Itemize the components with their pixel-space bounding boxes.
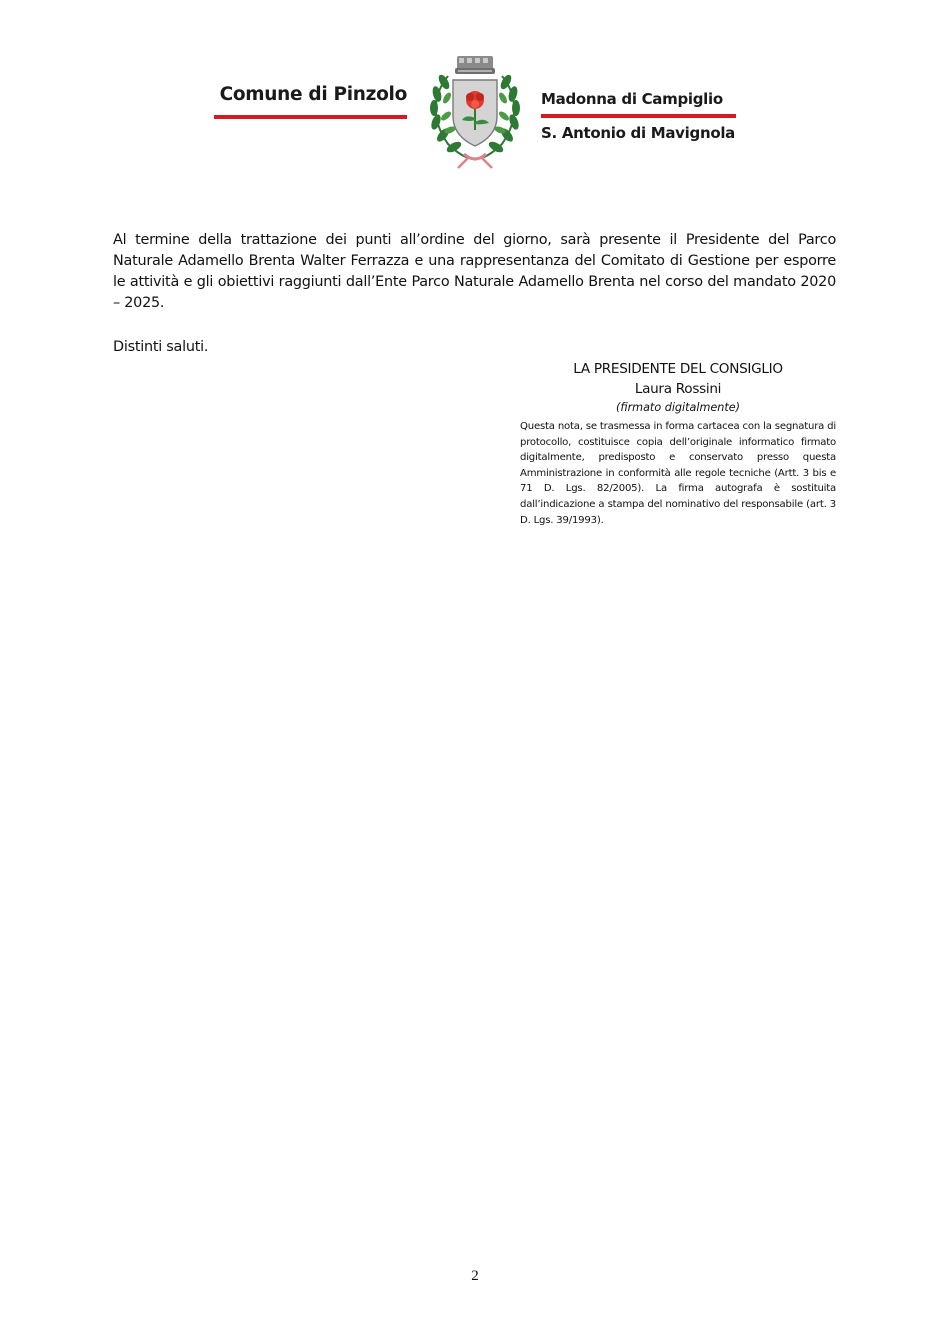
signatory-name: Laura Rossini [634, 381, 722, 397]
locality-s-antonio-di-mavignola: S. Antonio di Mavignola [541, 124, 735, 142]
locality-madonna-di-campiglio: Madonna di Campiglio [541, 90, 723, 108]
header-municipality [214, 84, 407, 119]
signature-block [520, 359, 836, 416]
header-localities [541, 90, 736, 142]
page-number: 2 [471, 1268, 479, 1284]
crown-icon [455, 56, 495, 74]
closing-greeting: Distinti saluti. [113, 339, 209, 355]
body-paragraph: Al termine della trattazione dei punti all’ordine del giorno, sarà presente il Presidente del Parco Naturale Adamello Brenta Walter Ferrazza e una rappresentanza del Comitato di Gestione per esporre le attività e gli obiettivi raggiunti dall’Ente Parco Naturale Adamello Brenta nel corso del mandato 2020 – 2025. [113, 232, 836, 311]
header-rule-right [541, 114, 736, 118]
header-rule-left [214, 115, 407, 119]
digital-signature-label: (firmato digitalmente) [615, 401, 740, 414]
signatory-role: LA PRESIDENTE DEL CONSIGLIO [573, 361, 783, 377]
municipality-name: Comune di Pinzolo [219, 84, 407, 105]
municipal-coat-of-arms-icon [418, 54, 532, 170]
legal-note: Questa nota, se trasmessa in forma cartacea con la segnatura di protocollo, costituisce copia dell’originale informatico firmato digitalmente, predisposto e conservato presso questa Amministrazione in conformità alle regole tecniche (Artt. 3 bis e 71 D. Lgs. 82/2005). La firma autografa è sostituita dall’indicazione a stampa del nominativo del responsabile (art. 3 D. Lgs. 39/1993). [520, 421, 836, 526]
